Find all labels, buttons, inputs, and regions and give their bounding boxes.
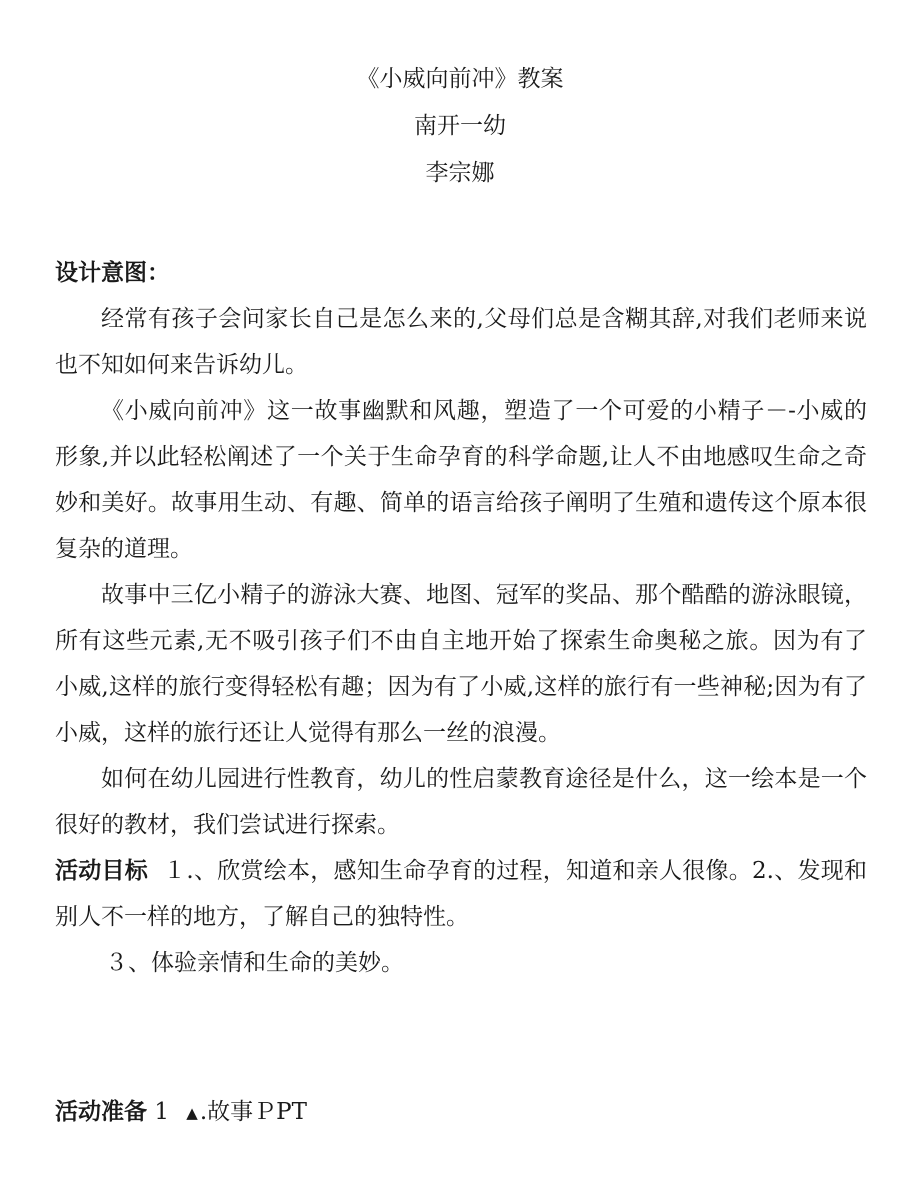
design-paragraph-4: 如何在幼儿园进行性教育，幼儿的性启蒙教育途径是什么，这一绘本是一个很好的教材，我们尝试进行探索。 [55, 766, 867, 838]
activity-goal-3: ３、体验亲情和生命的美妙。 [105, 950, 404, 976]
activity-preparation [55, 1089, 307, 1136]
activity-goals-text: １.、欣赏绘本，感知生命孕育的过程，知道和亲人很像。2.、发现和别人不一样的地方，了解自己的独特性。 [55, 858, 868, 930]
author-name: 李宗娜 [425, 160, 495, 186]
document-title: 《小威向前冲》教案 [356, 66, 564, 92]
activity-goals [55, 848, 867, 940]
activity-prep-text: .故事ＰPT [199, 1099, 307, 1125]
triangle-symbol-icon: ▲ [186, 1104, 198, 1122]
document-body [55, 250, 867, 986]
school-name: 南开一幼 [414, 113, 506, 139]
activity-goals-label: 活动目标 [55, 857, 149, 884]
design-paragraph-3: 故事中三亿小精子的游泳大赛、地图、冠军的奖品、那个酷酷的游泳眼镜，所有这些元素,无不吸引孩子们不由自主地开始了探索生命奥秘之旅。因为有了小威,这样的旅行变得轻松有趣；因为有了小威,这样的旅行有一些神秘;因为有了小威，这样的旅行还让人觉得有那么一丝的浪漫。 [55, 582, 867, 746]
activity-prep-number: 1 [154, 1099, 169, 1125]
design-paragraph-2: 《小威向前冲》这一故事幽默和风趣，塑造了一个可爱的小精子－-小威的形象,并以此轻松阐述了一个关于生命孕育的科学命题,让人不由地感叹生命之奇妙和美好。故事用生动、有趣、简单的语言给孩子阐明了生殖和遗传这个原本很复杂的道理。 [55, 398, 867, 562]
design-intent-heading: 设计意图： [55, 259, 170, 286]
activity-prep-label: 活动准备 [55, 1098, 147, 1125]
design-paragraph-1: 经常有孩子会问家长自己是怎么来的,父母们总是含糊其辞,对我们老师来说也不知如何来告诉幼儿。 [55, 306, 867, 378]
